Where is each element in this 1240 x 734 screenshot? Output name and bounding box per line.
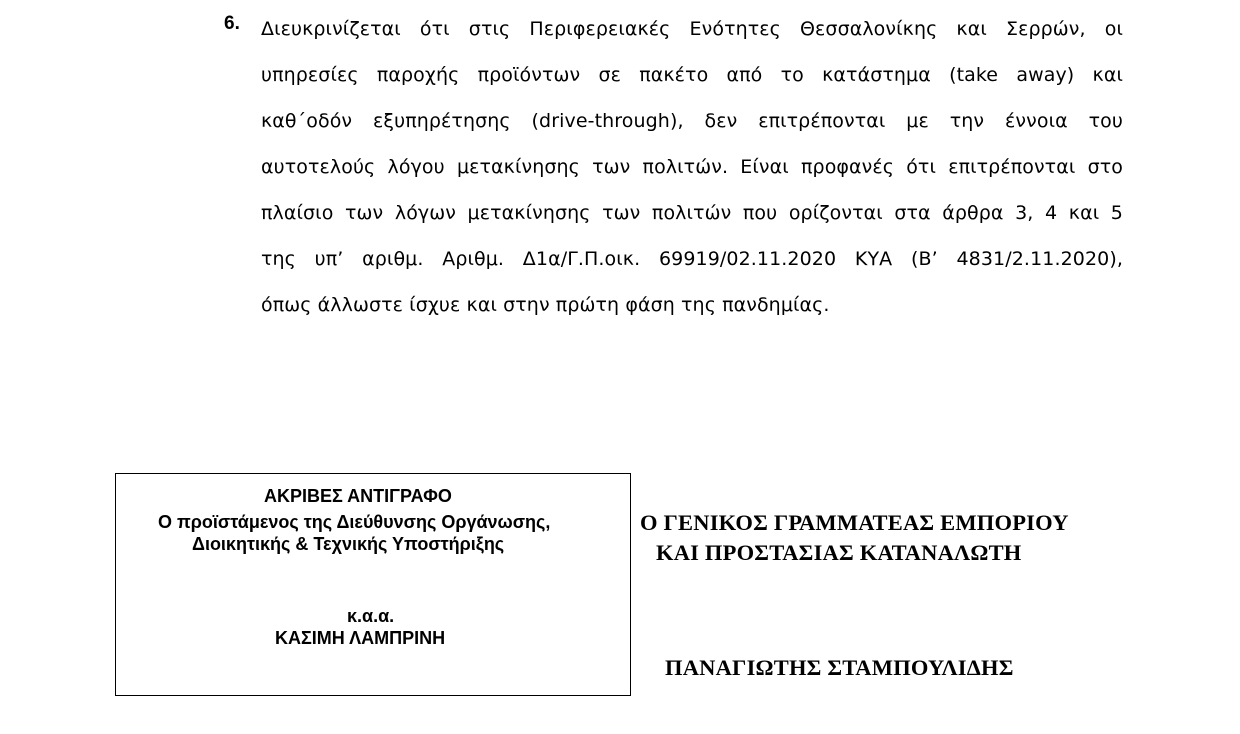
head-of-directorate-line: Ο προϊστάμενος της Διεύθυνσης Οργάνωσης, [158,512,551,532]
paragraph-line: της υπ’ αριθμ. Αριθμ. Δ1α/Γ.Π.οικ. 69919/02.11.2020 ΚΥΑ (Β’ 4831/2.11.2020), [261,248,1123,270]
item-number: 6. [224,13,240,34]
signatory-name: ΠΑΝΑΓΙΩΤΗΣ ΣΤΑΜΠΟΥΛΙΔΗΣ [665,655,1014,680]
head-of-directorate-line: Διοικητικής & Τεχνικής Υποστήριξης [192,534,505,554]
paragraph-line: καθ΄οδόν εξυπηρέτησης (drive-through), δεν επιτρέπονται με την έννοια του [261,110,1123,132]
paragraph-line: όπως άλλωστε ίσχυε και στην πρώτη φάση της πανδημίας. [261,294,830,316]
signatory-title: ΚΑΙ ΠΡΟΣΤΑΣΙΑΣ ΚΑΤΑΝΑΛΩΤΗ [656,540,1022,565]
certified-copy-heading: ΑΚΡΙΒΕΣ ΑΝΤΙΓΡΑΦΟ [264,486,452,506]
paragraph-line: πλαίσιο των λόγων μετακίνησης των πολιτών που ορίζονται στα άρθρα 3, 4 και 5 [261,202,1123,224]
signatory-title: Ο ΓΕΝΙΚΟΣ ΓΡΑΜΜΑΤΕΑΣ ΕΜΠΟΡΙΟΥ [640,510,1069,535]
paragraph-line: υπηρεσίες παροχής προϊόντων σε πακέτο από το κατάστημα (take away) και [261,64,1123,86]
paragraph-line: αυτοτελούς λόγου μετακίνησης των πολιτών. Είναι προφανές ότι επιτρέπονται στο [261,156,1123,178]
copy-signatory-name: ΚΑΣΙΜΗ ΛΑΜΠΡΙΝΗ [275,628,446,648]
paragraph-line: Διευκρινίζεται ότι στις Περιφερειακές Ενότητες Θεσσαλονίκης και Σερρών, οι [261,18,1123,40]
kaa-abbreviation: κ.α.α. [347,606,395,626]
clarification-paragraph [261,6,1123,328]
certified-copy-box [115,473,631,696]
